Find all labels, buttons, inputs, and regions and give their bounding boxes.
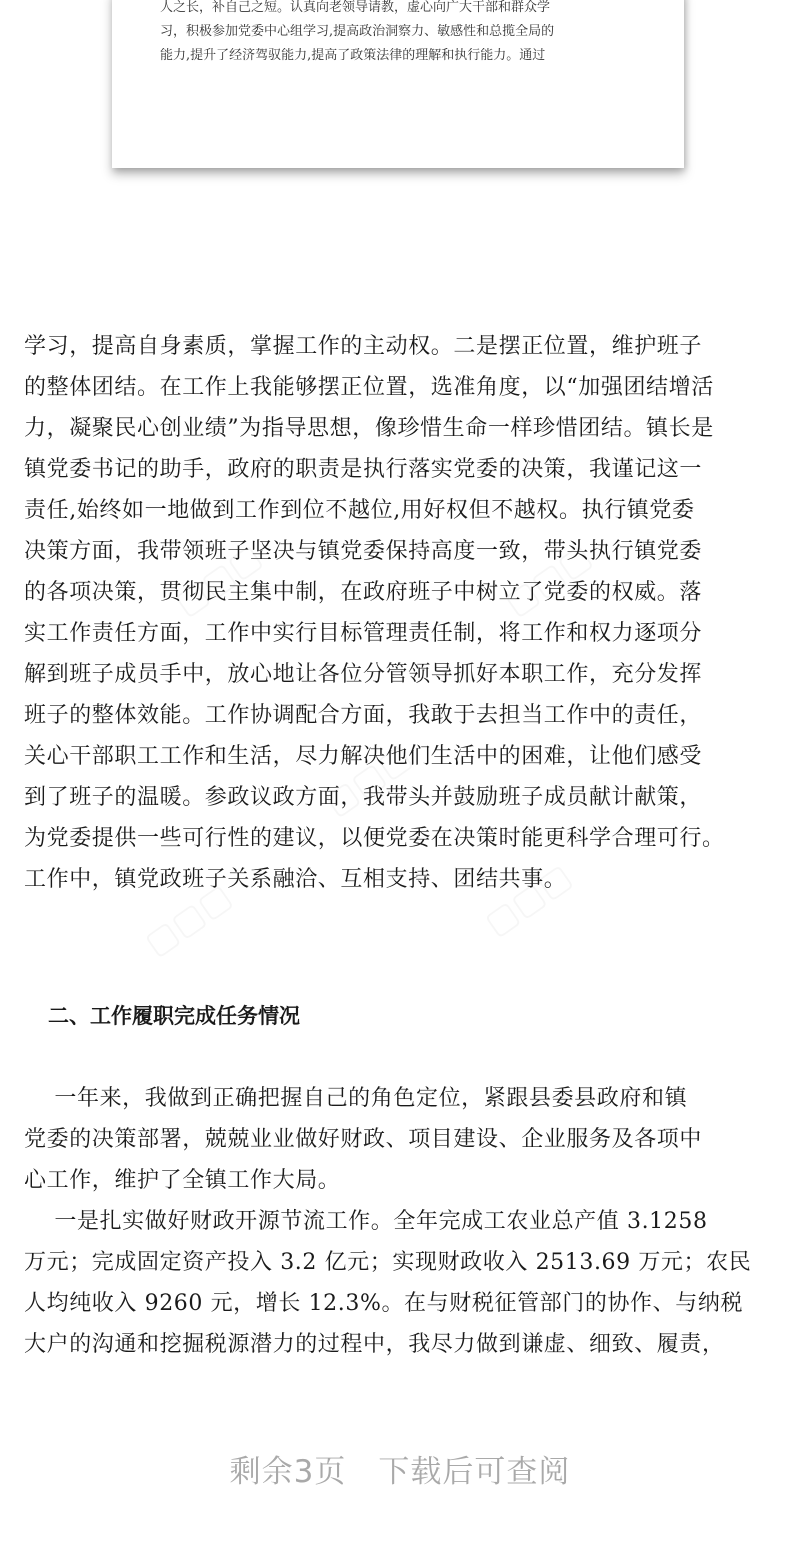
paragraph-line: 责任,始终如一地做到工作到位不越位,用好权但不越权。执行镇党委 xyxy=(24,498,695,523)
paragraph-line: 班子的整体效能。工作协调配合方面，我敢于去担当工作中的责任， xyxy=(24,703,703,728)
paragraph-line: 解到班子成员手中，放心地让各位分管领导抓好本职工作，充分发挥 xyxy=(24,662,703,687)
paragraph-line: 关心干部职工工作和生活，尽力解决他们生活中的困难，让他们感受 xyxy=(24,744,703,769)
paragraph-line: 心工作，维护了全镇工作大局。 xyxy=(24,1168,341,1193)
paragraph-line: 工作中，镇党政班子关系融洽、互相支持、团结共事。 xyxy=(24,867,567,892)
paragraph-line: 万元；完成固定资产投入 3.2 亿元；实现财政收入 2513.69 万元；农民 xyxy=(24,1250,752,1275)
paragraph-line: 为党委提供一些可行性的建议，以便党委在决策时能更科学合理可行。 xyxy=(24,826,725,851)
preview-line: 习，积极参加党委中心组学习,提高政治洞察力、敏感性和总揽全局的 xyxy=(160,24,555,39)
section-body xyxy=(24,1078,784,1365)
paragraph-line: 一年来，我做到正确把握自己的角色定位，紧跟县委县政府和镇 xyxy=(24,1086,688,1111)
download-prompt-bar xyxy=(0,1420,800,1520)
paragraph-line: 学习，提高自身素质，掌握工作的主动权。二是摆正位置，维护班子 xyxy=(24,334,703,359)
preview-line: 能力,提升了经济驾驭能力,提高了政策法律的理解和执行能力。通过 xyxy=(160,48,546,63)
paragraph-line: 一是扎实做好财政开源节流工作。全年完成工农业总产值 3.1258 xyxy=(24,1209,708,1234)
paragraph-line: 镇党委书记的助手，政府的职责是执行落实党委的决策，我谨记这一 xyxy=(24,457,703,482)
paragraph-line: 人均纯收入 9260 元，增长 12.3%。在与财税征管部门的协作、与纳税 xyxy=(24,1291,744,1316)
paragraph-line: 决策方面，我带领班子坚决与镇党委保持高度一致，带头执行镇党委 xyxy=(24,539,703,564)
paragraph-line: 的各项决策，贯彻民主集中制，在政府班子中树立了党委的权威。落 xyxy=(24,580,703,605)
paragraph-line: 的整体团结。在工作上我能够摆正位置，选准角度，以“加强团结增活 xyxy=(24,375,714,400)
paragraph-line: 力，凝聚民心创业绩”为指导思想，像珍惜生命一样珍惜团结。镇长是 xyxy=(24,416,714,441)
paragraph-line: 党委的决策部署，兢兢业业做好财政、项目建设、企业服务及各项中 xyxy=(24,1127,703,1152)
document-body xyxy=(24,326,784,900)
paragraph-line: 到了班子的温暖。参政议政方面，我带头并鼓励班子成员献计献策， xyxy=(24,785,703,810)
download-to-read-link[interactable]: 剩余3页 下载后可查阅 xyxy=(229,1454,571,1490)
section-heading: 二、工作履职完成任务情况 xyxy=(48,1004,300,1028)
preview-line: 人之长，补自己之短。认真向老领导请教，虚心向广大干部和群众学 xyxy=(160,0,551,15)
paragraph-line: 实工作责任方面，工作中实行目标管理责任制，将工作和权力逐项分 xyxy=(24,621,703,646)
previous-page-preview xyxy=(112,0,684,168)
paragraph-line: 大户的沟通和挖掘税源潜力的过程中，我尽力做到谦虚、细致、履责， xyxy=(24,1332,725,1357)
